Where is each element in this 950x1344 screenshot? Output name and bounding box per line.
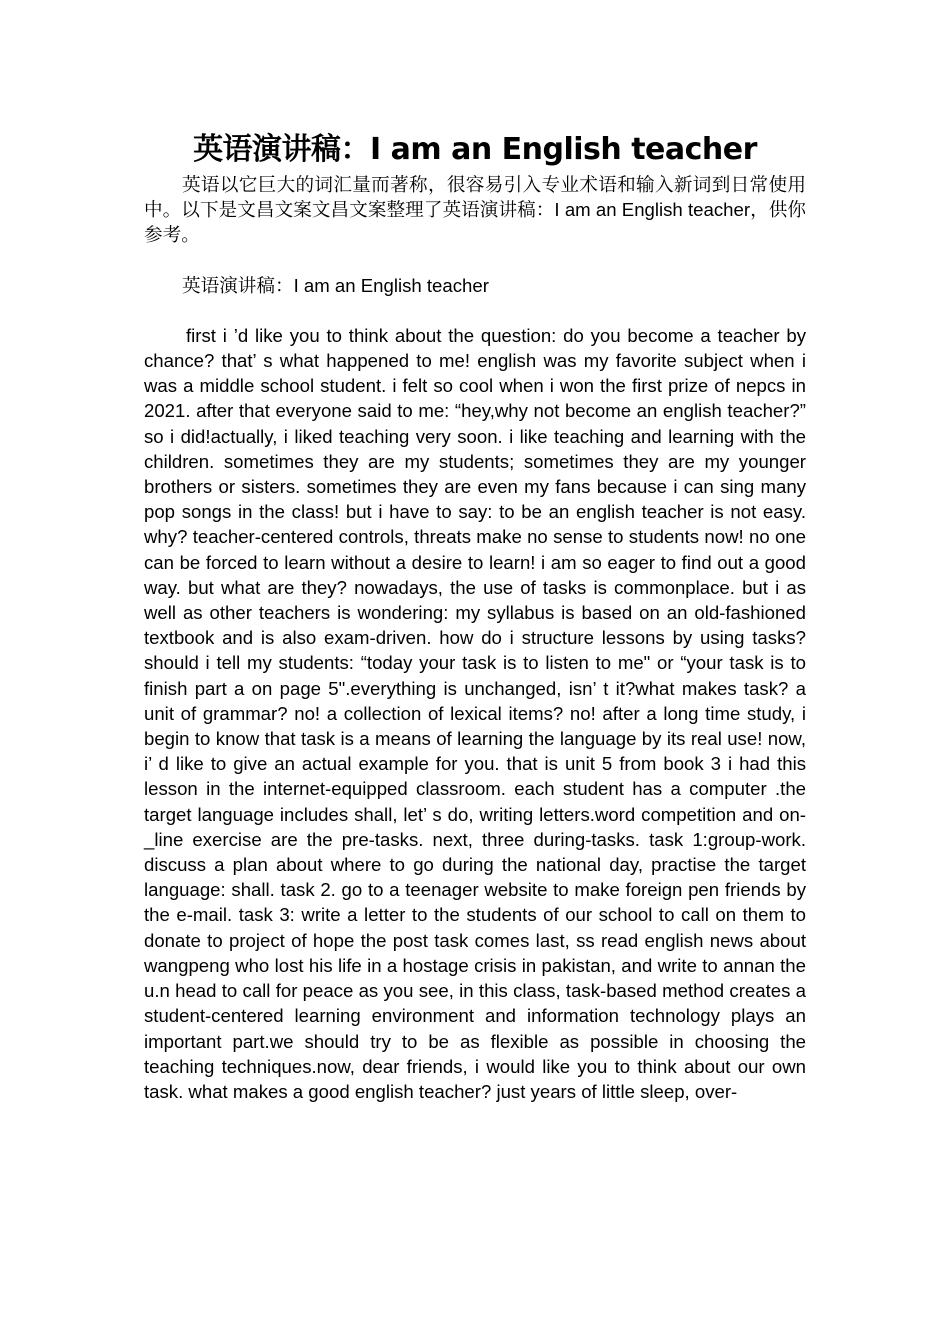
speech-body-paragraph: first i ’d like you to think about the question: do you become a teacher by chance? that’ s what happened to me! english was my favorite subject when i was a middle school student. i felt so cool when i won the first prize of nepcs in 2021. after that everyone said to me: “hey,why not become an english teacher?” so i did!actually, i liked teaching very soon. i like teaching and learning with the children. sometimes they are my students; sometimes they are my younger brothers or sisters. sometimes they are even my fans because i can sing many pop songs in the class! but i have to say: to be an english teacher is not easy. why? teacher-centered controls, threats make no sense to students now! no one can be forced to learn without a desire to learn! i am so eager to find out a good way. but what are they? nowadays, the use of tasks is commonplace. but i as well as other teachers is wondering: my syllabus is based on an old-fashioned textbook and is also exam-driven. how do i structure lessons by using tasks? should i tell my students: “today your task is to listen to me" or “your task is to finish part a on page 5".everything is unchanged, isn’ t it?what makes task? a unit of grammar? no! a collection of lexical items? no! after a long time study, i begin to know that task is a means of learning the language by its real use! now, i’ d like to give an actual example for you. that is unit 5 from book 3 i had this lesson in the internet-equipped classroom. each student has a computer .the target language includes shall, let’ s do, writing letters.word competition and on-_line exercise are the pre-tasks. next, three during-tasks. task 1:group-work. discuss a plan about where to go during the national day, practise the target language: shall. task 2. go to a teenager website to make foreign pen friends by the e-mail. task 3: write a letter to the students of our school to call on them to donate to project of hope the post task comes last, ss read english news about wangpeng who lost his life in a hostage crisis in pakistan, and write to annan the u.n head to call for peace as you see, in this class, task-based method creates a student-centered learning environment and information technology plays an important part.we should try to be as flexible as possible in choosing the teaching techniques.now, dear friends, i would like you to think about our own task. what makes a good english teacher? just years of little sleep, over- [144, 324, 806, 1102]
document-title: 英语演讲稿：I am an English teacher [193, 132, 757, 167]
speech-subtitle: 英语演讲稿：I am an English teacher [182, 274, 489, 296]
intro-paragraph: 英语以它巨大的词汇量而著称，很容易引入专业术语和输入新词到日常使用中。以下是文昌文案文昌文案整理了英语演讲稿：I am an English teacher，供你参考。 [144, 174, 806, 246]
document-page [144, 128, 806, 1104]
